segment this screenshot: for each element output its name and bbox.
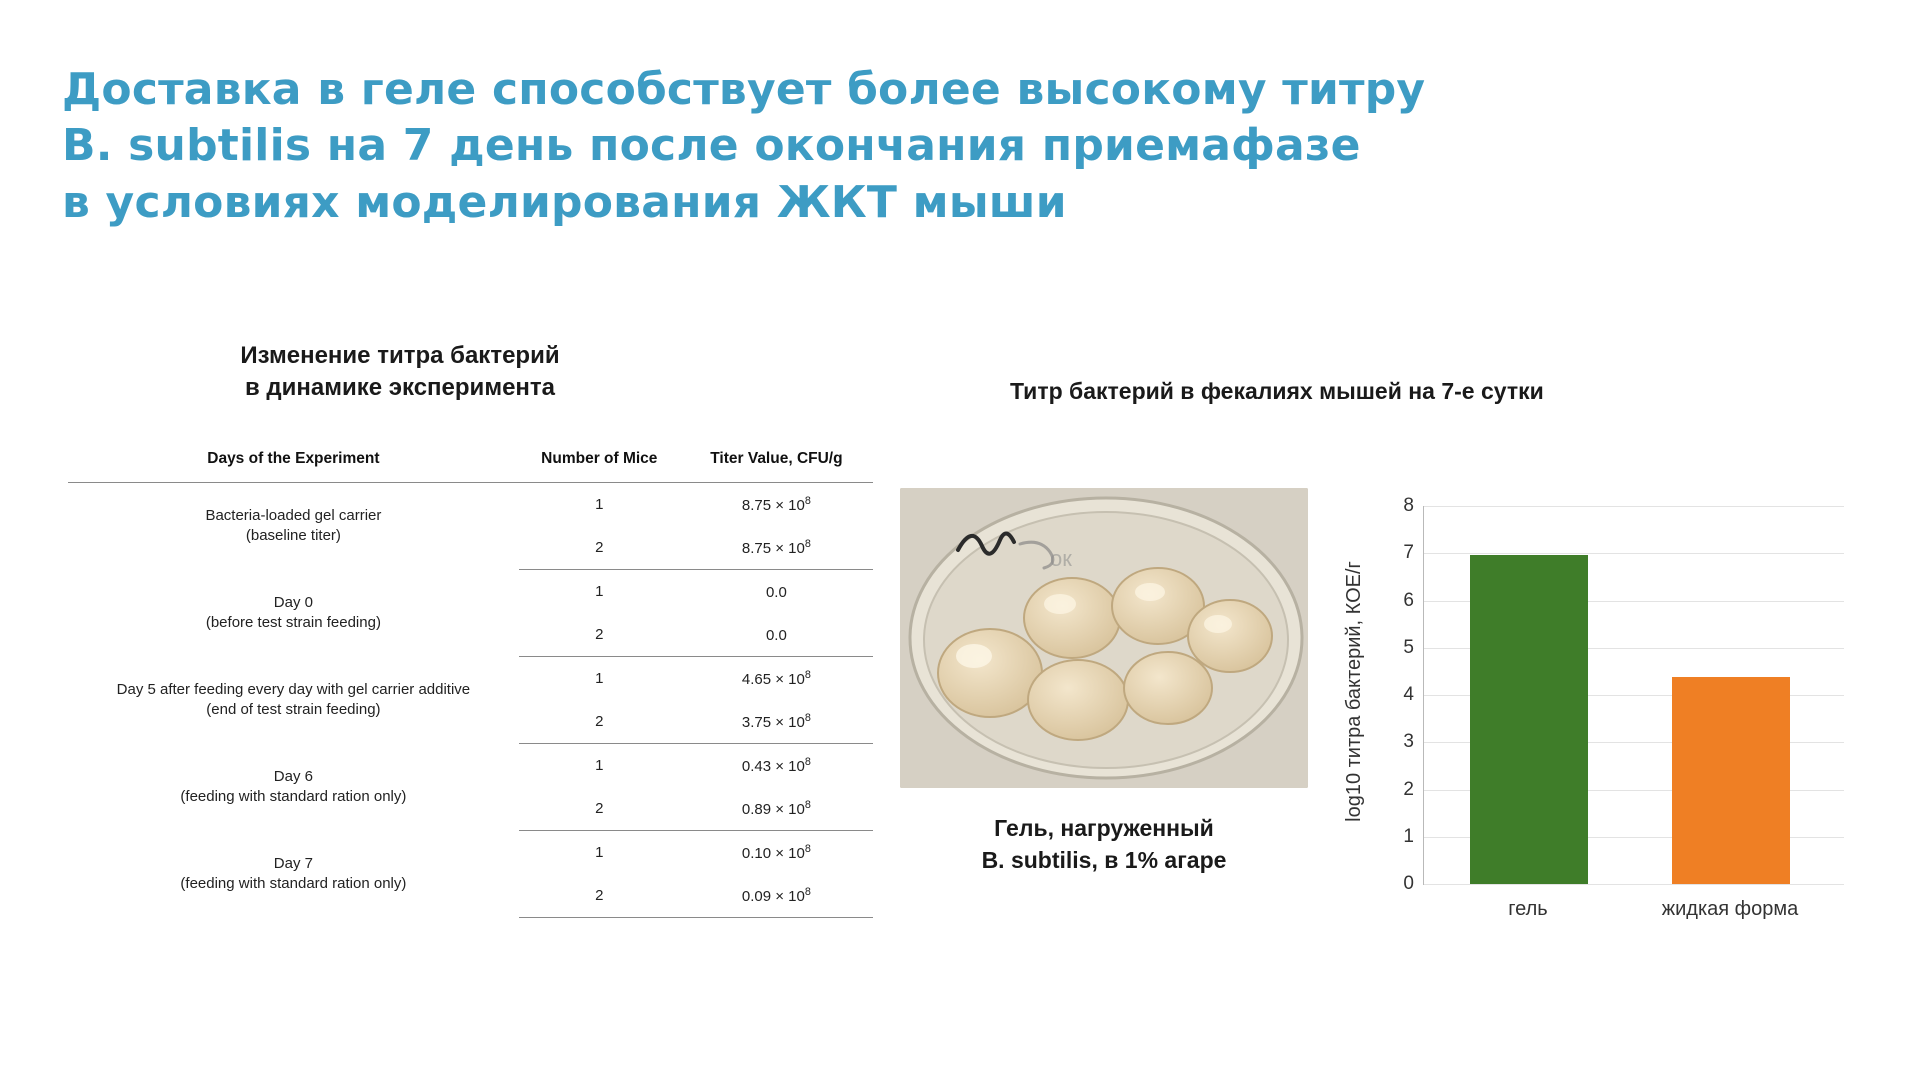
col-header-mice: Number of Mice [519, 440, 680, 483]
ytick-7: 7 [1403, 542, 1414, 564]
mice-count: 1 [595, 496, 604, 513]
titer-value: 0.0 [765, 584, 787, 601]
chart-plot-area [1403, 495, 1844, 894]
table-row [68, 744, 873, 788]
ytick-4: 4 [1403, 684, 1414, 705]
table-row [68, 657, 873, 701]
mice-count: 2 [519, 874, 680, 918]
petri-dish-photo [900, 488, 1308, 788]
table-caption-line-2: в динамике эксперимента [244, 374, 556, 402]
experiment-table [68, 440, 873, 918]
page-title [62, 62, 1762, 231]
titer-value: $3.75 \times 10^8$ [680, 700, 873, 744]
ytick-6: 6 [1403, 589, 1414, 611]
ytick-5: 5 [1403, 636, 1414, 658]
bar-gel [1470, 555, 1588, 884]
title-line-2: B. subtilis на 7 день после окончания приемафазе [62, 120, 1361, 172]
photo-caption-line-2: B. subtilis, в 1% агаре [981, 847, 1227, 874]
mice-count: 1 [595, 757, 604, 774]
chart-section-caption: Титр бактерий в фекалиях мышей на 7-е сутки [1010, 378, 1544, 404]
svg-text:ок: ок [1050, 546, 1072, 571]
mice-count: 2 [519, 526, 680, 570]
gridline-0 [1403, 873, 1844, 894]
col-header-titer: Titer Value, CFU/g [680, 440, 873, 483]
table-caption [190, 340, 610, 405]
mice-count: 1 [595, 844, 604, 861]
xlabel-gel: гель [1508, 898, 1548, 920]
table-row [68, 483, 873, 527]
titer-value: $0.89 \times 10^8$ [680, 787, 873, 831]
ytick-1: 1 [1403, 825, 1414, 847]
title-line-3: в условиях моделирования ЖКТ мыши [62, 176, 1067, 228]
xlabel-liquid: жидкая форма [1661, 898, 1799, 920]
titer-value: 0.0 [680, 613, 873, 657]
row-label: Day 0 (before test strain feeding) [205, 593, 381, 631]
chart-y-axis-title: log10 титра бактерий, КОЕ/г [1342, 560, 1365, 822]
ytick-3: 3 [1403, 731, 1414, 753]
table-row [68, 831, 873, 875]
table-caption-line-1: Изменение титра бактерий [240, 342, 560, 369]
titer-value: $8.75 \times 10^8$ [741, 495, 811, 514]
row-label: Day 7 (feeding with standard ration only) [180, 854, 407, 892]
titer-value: $0.10 \times 10^8$ [741, 843, 811, 862]
mice-count: 1 [595, 583, 604, 600]
ytick-8: 8 [1403, 495, 1414, 516]
petri-dish-illustration [900, 488, 1308, 788]
titer-value: $0.09 \times 10^8$ [680, 874, 873, 918]
ytick-0: 0 [1403, 873, 1414, 894]
mice-count: 2 [519, 613, 680, 657]
row-label: Day 5 after feeding every day with gel carrier additive (end of test strain feeding) [116, 680, 471, 718]
table-header-row [68, 440, 873, 483]
mice-count: 1 [595, 670, 604, 687]
titer-value: $4.65 \times 10^8$ [741, 669, 811, 688]
row-label: Bacteria-loaded gel carrier (baseline titer) [205, 507, 382, 545]
titer-value: $0.43 \times 10^8$ [741, 756, 811, 775]
bar-chart [1342, 495, 1865, 920]
chart-x-labels [1423, 892, 1843, 932]
titer-value: $8.75 \times 10^8$ [680, 526, 873, 570]
table-row [68, 570, 873, 614]
mice-count: 2 [519, 787, 680, 831]
photo-caption [900, 812, 1308, 876]
mice-count: 2 [519, 700, 680, 744]
title-line-1: Доставка в геле способствует более высокому титру [62, 64, 1426, 115]
col-header-days: Days of the Experiment [68, 440, 519, 483]
row-label: Day 6 (feeding with standard ration only) [180, 767, 407, 805]
gridline-8 [1403, 495, 1844, 516]
bar-liquid [1672, 677, 1790, 884]
photo-caption-line-1: Гель, нагруженный [994, 815, 1214, 841]
ytick-2: 2 [1403, 778, 1414, 800]
